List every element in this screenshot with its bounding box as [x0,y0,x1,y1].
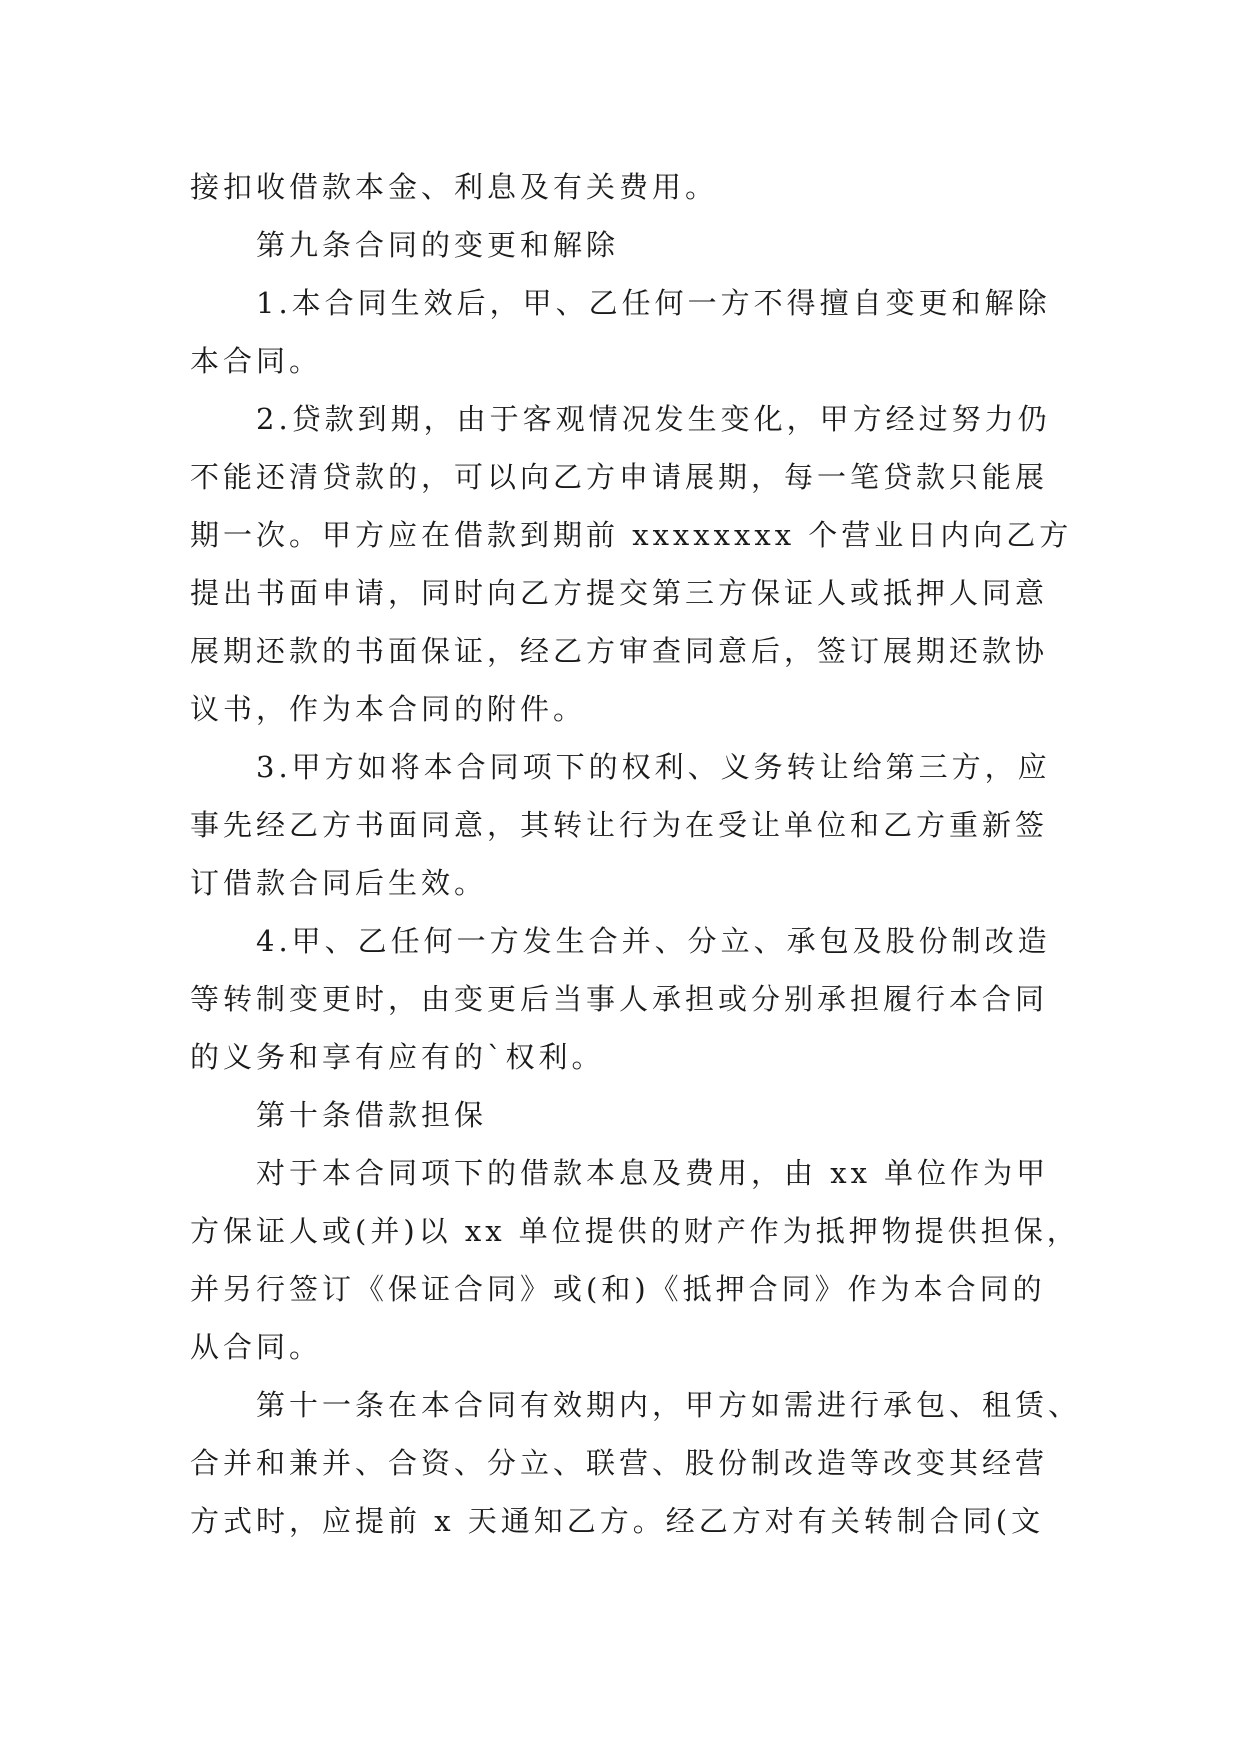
text-line: 订借款合同后生效。 [190,866,488,900]
text-line: 本合同。 [190,344,323,378]
text-line: 提出书面申请，同时向乙方提交第三方保证人或抵押人同意 [190,576,1049,610]
text-line: 合并和兼并、合资、分立、联营、股份制改造等改变其经营 [190,1446,1049,1480]
document-body [190,158,1082,1550]
text-line: 不能还清贷款的，可以向乙方申请展期，每一笔贷款只能展 [190,460,1049,494]
text-line: 对于本合同项下的借款本息及费用，由 xx 单位作为甲 [256,1156,1050,1190]
text-line: 从合同。 [190,1330,323,1364]
text-line: 方保证人或(并)以 xx 单位提供的财产作为抵押物提供担保， [190,1214,1080,1248]
text-line: 1.本合同生效后，甲、乙任何一方不得擅自变更和解除 [256,286,1051,320]
text-line: 展期还款的书面保证，经乙方审查同意后，签订展期还款协 [190,634,1049,668]
text-line: 方式时，应提前 x 天通知乙方。经乙方对有关转制合同(文 [190,1504,1045,1538]
text-line: 的义务和享有应有的`权利。 [190,1040,605,1074]
text-line: 并另行签订《保证合同》或(和)《抵押合同》作为本合同的 [190,1272,1046,1306]
text-line: 事先经乙方书面同意，其转让行为在受让单位和乙方重新签 [190,808,1049,842]
text-line: 3.甲方如将本合同项下的权利、义务转让给第三方，应 [256,750,1051,784]
text-line: 等转制变更时，由变更后当事人承担或分别承担履行本合同 [190,982,1049,1016]
section-heading: 第九条合同的变更和解除 [256,228,620,262]
text-line: 2.贷款到期，由于客观情况发生变化，甲方经过努力仍 [256,402,1051,436]
text-line: 4.甲、乙任何一方发生合并、分立、承包及股份制改造 [256,924,1051,958]
section-heading: 第十条借款担保 [256,1098,488,1132]
text-line: 议书，作为本合同的附件。 [190,692,587,726]
text-line: 第十一条在本合同有效期内，甲方如需进行承包、租赁、 [256,1388,1082,1422]
text-line: 接扣收借款本金、利息及有关费用。 [190,170,719,204]
text-line: 期一次。甲方应在借款到期前 xxxxxxxx 个营业日内向乙方 [190,518,1073,552]
